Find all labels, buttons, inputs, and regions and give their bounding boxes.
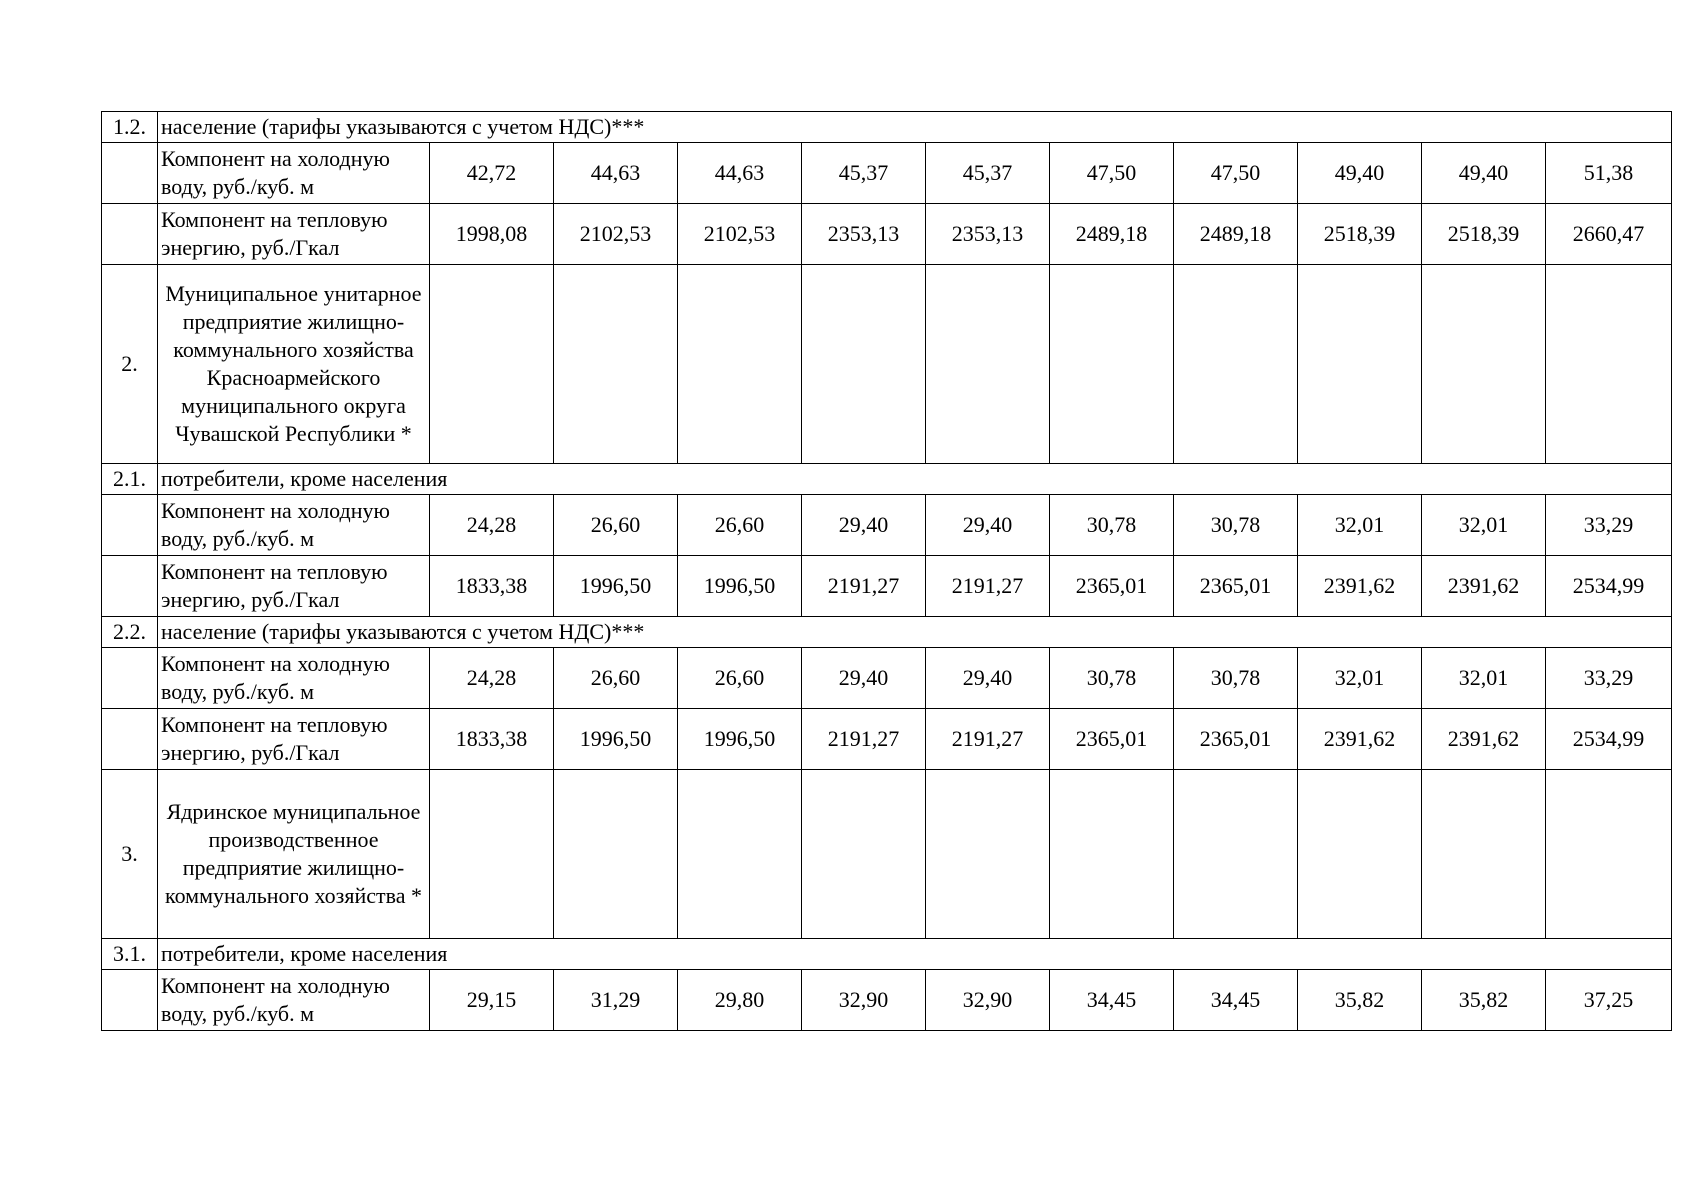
component-label: Компонент на холодную воду, руб./куб. м (158, 143, 430, 204)
tariff-value: 24,28 (430, 495, 554, 556)
tariff-value-empty (430, 265, 554, 464)
row-number: 3.1. (102, 939, 158, 970)
tariff-value: 32,01 (1298, 495, 1422, 556)
row-number: 2.2. (102, 617, 158, 648)
tariff-value: 2518,39 (1298, 204, 1422, 265)
tariff-value: 26,60 (678, 648, 802, 709)
tariff-value: 49,40 (1422, 143, 1546, 204)
section-label: потребители, кроме населения (158, 464, 1672, 495)
tariff-value-empty (1298, 265, 1422, 464)
tariff-value: 44,63 (554, 143, 678, 204)
tariff-value: 2660,47 (1546, 204, 1672, 265)
tariff-value: 2191,27 (926, 709, 1050, 770)
tariff-value-empty (802, 265, 926, 464)
tariff-value: 42,72 (430, 143, 554, 204)
tariff-value: 34,45 (1174, 970, 1298, 1031)
tariff-value: 49,40 (1298, 143, 1422, 204)
tariff-value: 51,38 (1546, 143, 1672, 204)
table-row (102, 556, 1672, 617)
table-row (102, 648, 1672, 709)
row-number-empty (102, 204, 158, 265)
section-label: население (тарифы указываются с учетом НДС)*** (158, 112, 1672, 143)
row-number-empty (102, 495, 158, 556)
row-number-empty (102, 709, 158, 770)
tariff-value: 2191,27 (802, 709, 926, 770)
section-label: население (тарифы указываются с учетом НДС)*** (158, 617, 1672, 648)
tariff-value: 2391,62 (1298, 709, 1422, 770)
tariff-value: 2489,18 (1174, 204, 1298, 265)
tariff-table (101, 111, 1672, 1031)
tariff-value: 2489,18 (1050, 204, 1174, 265)
tariff-value: 47,50 (1174, 143, 1298, 204)
component-label: Компонент на холодную воду, руб./куб. м (158, 970, 430, 1031)
tariff-value: 1996,50 (678, 556, 802, 617)
row-number: 1.2. (102, 112, 158, 143)
tariff-value: 33,29 (1546, 495, 1672, 556)
row-number-empty (102, 970, 158, 1031)
tariff-value: 29,80 (678, 970, 802, 1031)
table-row (102, 112, 1672, 143)
organization-name: Ядринское муниципальное производственное предприятие жилищно-коммунального хозяйства * (158, 770, 430, 939)
tariff-value-empty (554, 265, 678, 464)
table-row (102, 617, 1672, 648)
tariff-value-empty (1422, 265, 1546, 464)
tariff-value: 2518,39 (1422, 204, 1546, 265)
tariff-value: 2191,27 (802, 556, 926, 617)
tariff-value: 2102,53 (678, 204, 802, 265)
tariff-value-empty (1546, 770, 1672, 939)
row-number-empty (102, 143, 158, 204)
tariff-value-empty (554, 770, 678, 939)
tariff-value: 2365,01 (1050, 709, 1174, 770)
tariff-value: 31,29 (554, 970, 678, 1031)
row-number: 2. (102, 265, 158, 464)
tariff-value: 47,50 (1050, 143, 1174, 204)
tariff-value: 45,37 (802, 143, 926, 204)
tariff-value-empty (430, 770, 554, 939)
row-number: 2.1. (102, 464, 158, 495)
tariff-value: 1996,50 (554, 709, 678, 770)
tariff-value: 30,78 (1174, 495, 1298, 556)
tariff-value: 1996,50 (554, 556, 678, 617)
table-row (102, 709, 1672, 770)
tariff-value: 1833,38 (430, 556, 554, 617)
tariff-value: 29,15 (430, 970, 554, 1031)
tariff-value: 29,40 (926, 495, 1050, 556)
tariff-value-empty (1422, 770, 1546, 939)
tariff-value-empty (678, 770, 802, 939)
tariff-value: 32,90 (802, 970, 926, 1031)
tariff-value: 2391,62 (1422, 709, 1546, 770)
tariff-value: 2191,27 (926, 556, 1050, 617)
tariff-value: 2353,13 (926, 204, 1050, 265)
row-number-empty (102, 556, 158, 617)
tariff-value: 35,82 (1422, 970, 1546, 1031)
table-row (102, 143, 1672, 204)
table-row (102, 204, 1672, 265)
tariff-value: 2353,13 (802, 204, 926, 265)
tariff-value: 26,60 (554, 648, 678, 709)
tariff-value: 2365,01 (1174, 709, 1298, 770)
tariff-value-empty (926, 770, 1050, 939)
tariff-value: 45,37 (926, 143, 1050, 204)
tariff-value: 1833,38 (430, 709, 554, 770)
component-label: Компонент на тепловую энергию, руб./Гкал (158, 204, 430, 265)
tariff-value: 2391,62 (1298, 556, 1422, 617)
section-label: потребители, кроме населения (158, 939, 1672, 970)
tariff-value: 44,63 (678, 143, 802, 204)
component-label: Компонент на тепловую энергию, руб./Гкал (158, 556, 430, 617)
tariff-value-empty (1546, 265, 1672, 464)
tariff-value-empty (802, 770, 926, 939)
component-label: Компонент на холодную воду, руб./куб. м (158, 495, 430, 556)
component-label: Компонент на холодную воду, руб./куб. м (158, 648, 430, 709)
tariff-value: 37,25 (1546, 970, 1672, 1031)
tariff-value: 30,78 (1050, 495, 1174, 556)
tariff-value: 34,45 (1050, 970, 1174, 1031)
organization-name: Муниципальное унитарное предприятие жилищно-коммунального хозяйства Красноармейского муниципального округа Чувашской Республики * (158, 265, 430, 464)
tariff-value-empty (1050, 770, 1174, 939)
tariff-value-empty (926, 265, 1050, 464)
tariff-value: 2391,62 (1422, 556, 1546, 617)
tariff-value: 2534,99 (1546, 709, 1672, 770)
row-number: 3. (102, 770, 158, 939)
table-row (102, 970, 1672, 1031)
tariff-value: 29,40 (926, 648, 1050, 709)
tariff-value: 2365,01 (1050, 556, 1174, 617)
tariff-value: 32,01 (1422, 648, 1546, 709)
tariff-value: 26,60 (554, 495, 678, 556)
table-row (102, 265, 1672, 464)
tariff-value-empty (1174, 265, 1298, 464)
tariff-value: 33,29 (1546, 648, 1672, 709)
tariff-value: 29,40 (802, 648, 926, 709)
tariff-value-empty (678, 265, 802, 464)
component-label: Компонент на тепловую энергию, руб./Гкал (158, 709, 430, 770)
table-row (102, 464, 1672, 495)
table-row (102, 939, 1672, 970)
tariff-value-empty (1298, 770, 1422, 939)
row-number-empty (102, 648, 158, 709)
tariff-value: 32,01 (1422, 495, 1546, 556)
tariff-value: 24,28 (430, 648, 554, 709)
tariff-value: 2534,99 (1546, 556, 1672, 617)
tariff-value-empty (1174, 770, 1298, 939)
tariff-value: 1996,50 (678, 709, 802, 770)
table-row (102, 770, 1672, 939)
tariff-value: 30,78 (1174, 648, 1298, 709)
tariff-value: 26,60 (678, 495, 802, 556)
tariff-value: 29,40 (802, 495, 926, 556)
tariff-value: 32,90 (926, 970, 1050, 1031)
table-row (102, 495, 1672, 556)
tariff-value-empty (1050, 265, 1174, 464)
tariff-value: 30,78 (1050, 648, 1174, 709)
tariff-table-body (102, 112, 1672, 1031)
tariff-value: 35,82 (1298, 970, 1422, 1031)
tariff-value: 32,01 (1298, 648, 1422, 709)
tariff-value: 2365,01 (1174, 556, 1298, 617)
tariff-value: 1998,08 (430, 204, 554, 265)
tariff-value: 2102,53 (554, 204, 678, 265)
